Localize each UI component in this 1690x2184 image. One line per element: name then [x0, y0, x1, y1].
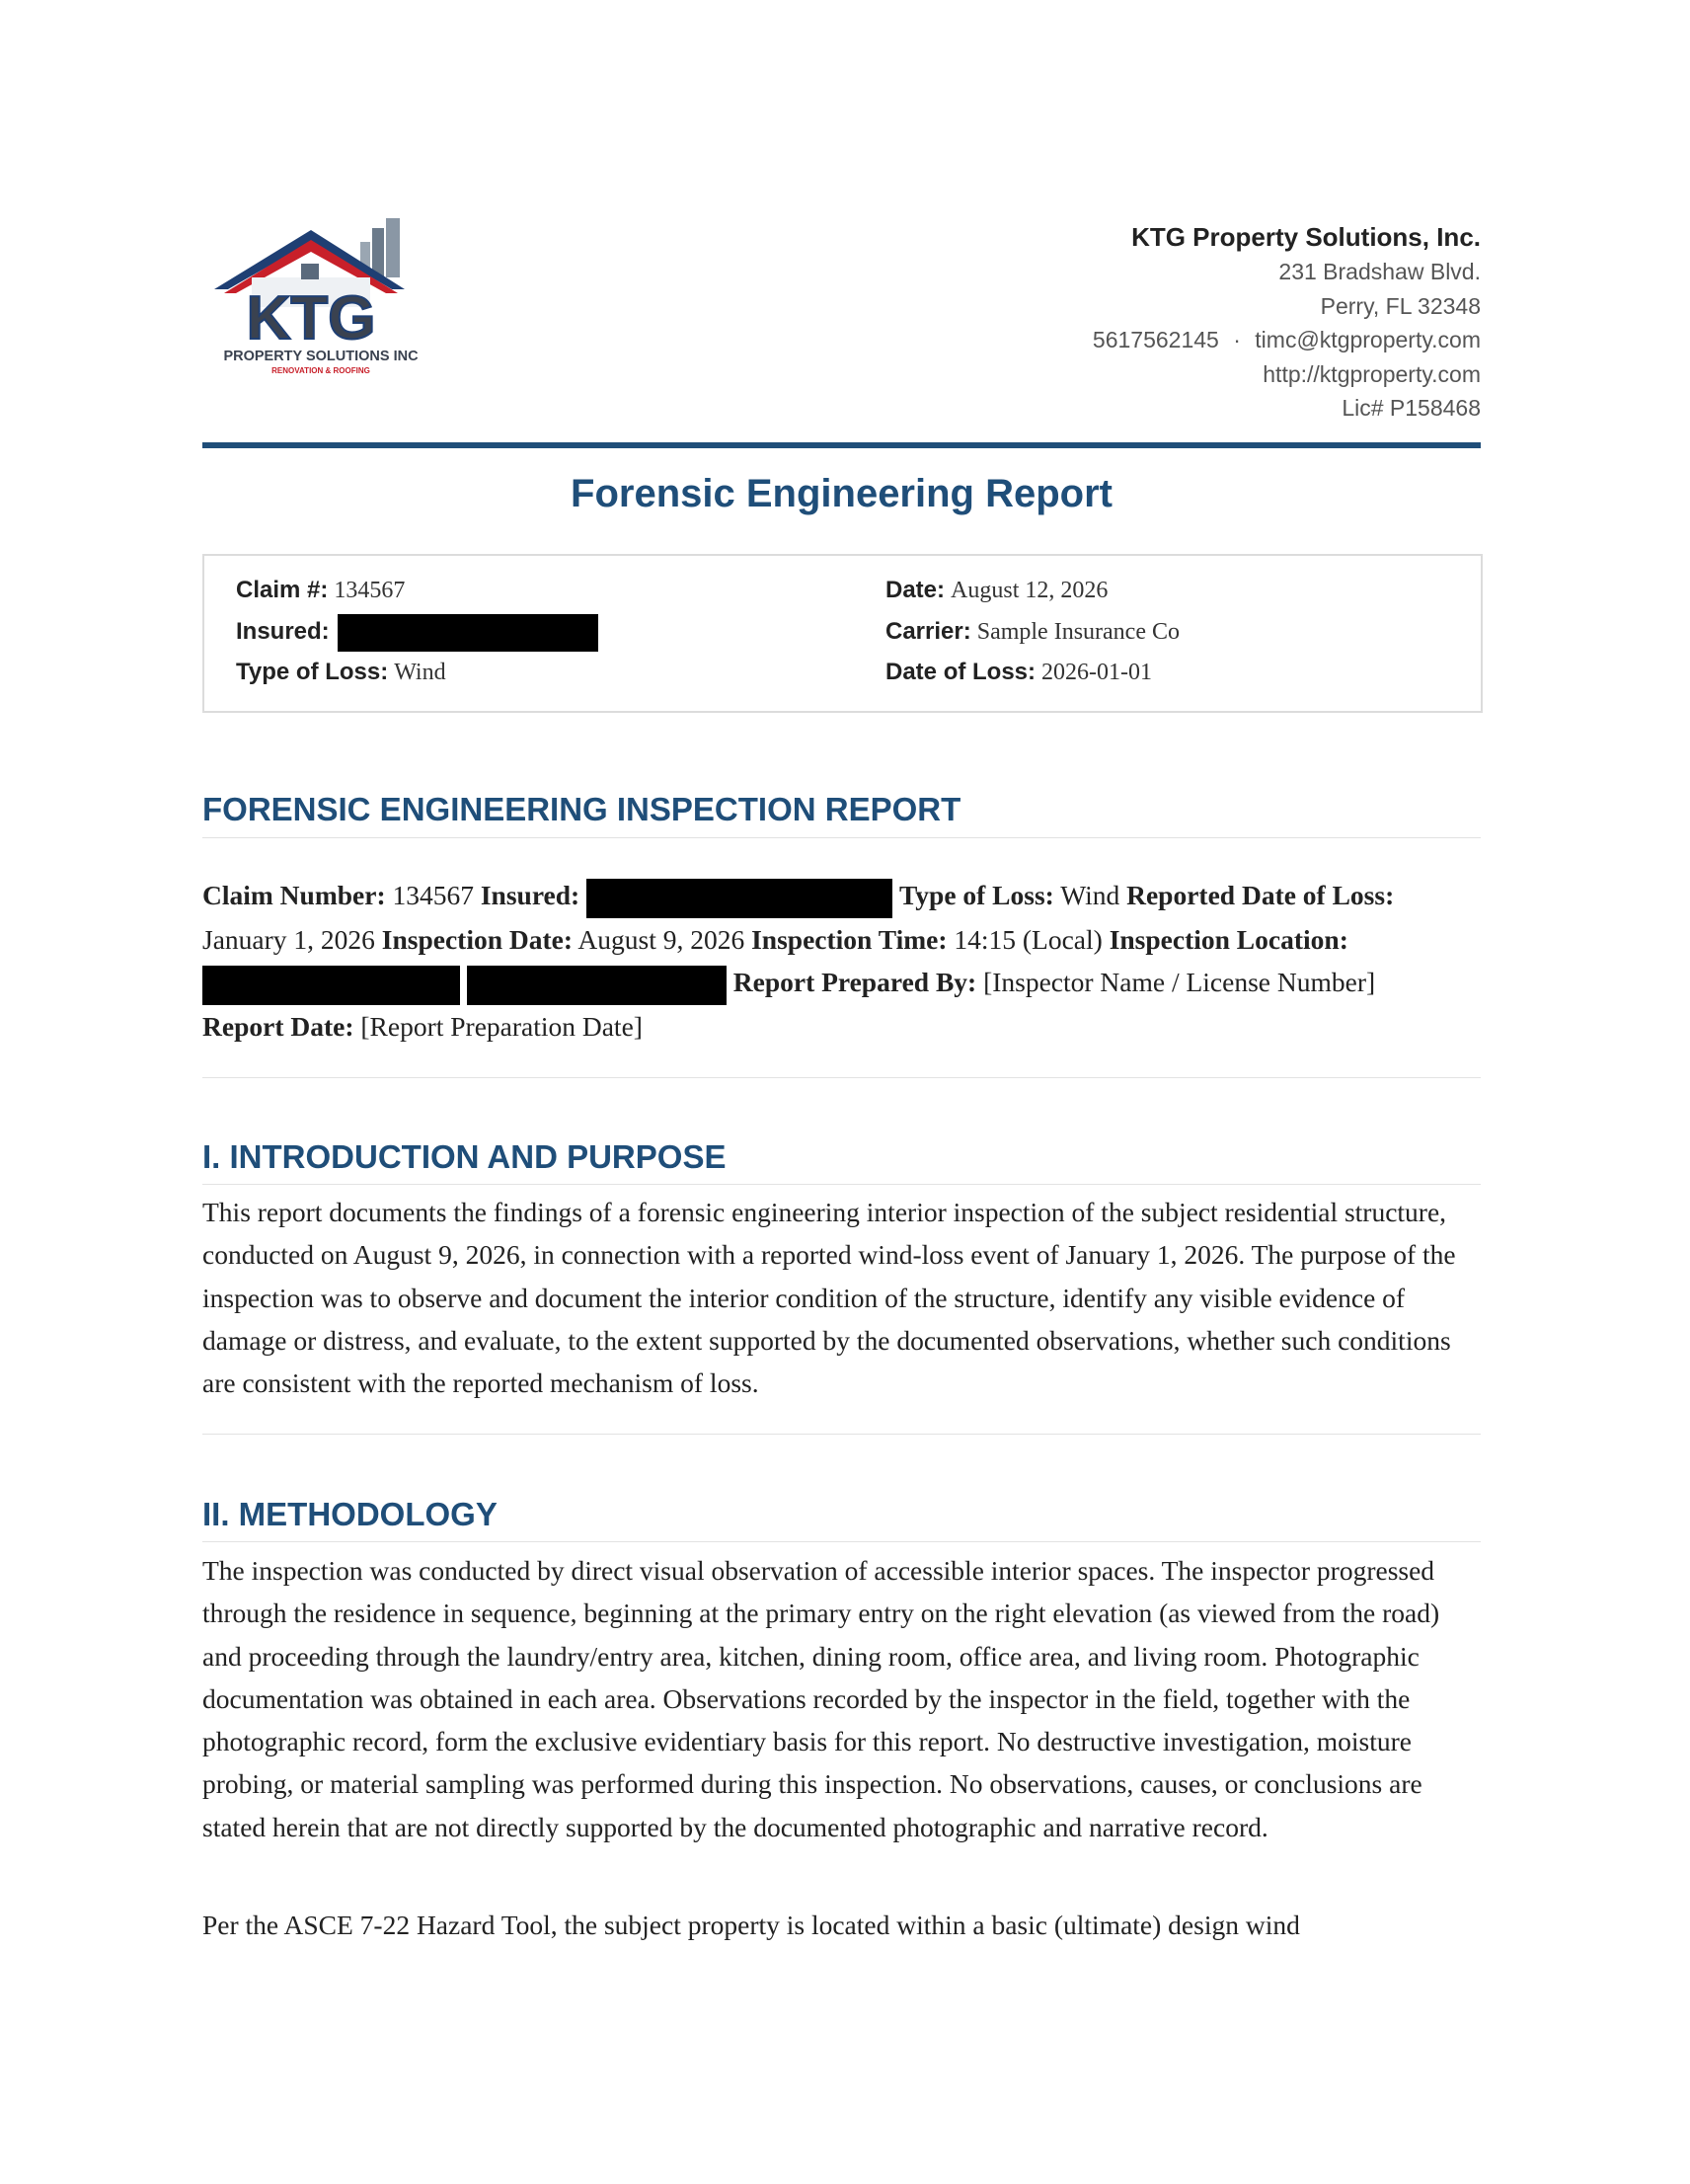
- company-website[interactable]: http://ktgproperty.com: [1263, 360, 1481, 387]
- date-label: Date:: [885, 577, 946, 603]
- heading-underline: [202, 837, 1481, 838]
- type-value: Wind: [394, 660, 446, 685]
- claim-number-row: [236, 570, 598, 611]
- methodology-heading: II. METHODOLOGY: [202, 1496, 498, 1532]
- company-contact: [1093, 323, 1481, 357]
- redaction-box: [586, 879, 892, 918]
- claim-info-box: [202, 554, 1483, 713]
- inspection-time-value: 14:15 (Local): [954, 923, 1103, 955]
- reported-dol-value: January 1, 2026: [202, 923, 375, 955]
- logo-wordmark: KTG: [246, 284, 376, 352]
- prepared-by-value: [Inspector Name / License Number]: [983, 966, 1376, 997]
- company-phone[interactable]: 5617562145: [1092, 327, 1219, 352]
- reported-dol-label: Reported Date of Loss:: [1126, 880, 1395, 910]
- carrier-value: Sample Insurance Co: [976, 618, 1180, 645]
- info-left-column: [236, 570, 598, 693]
- type-of-loss-row: [236, 652, 598, 693]
- header-divider: [202, 442, 1481, 448]
- info-right-column: [885, 570, 1180, 693]
- inspection-date-value: August 9, 2026: [577, 923, 745, 955]
- company-address-line1: 231 Bradshaw Blvd.: [1278, 259, 1481, 284]
- insured-label: Insured:: [236, 617, 330, 645]
- company-email[interactable]: timc@ktgproperty.com: [1255, 327, 1481, 352]
- claim-value: 134567: [334, 578, 406, 603]
- heading-underline: [202, 1541, 1481, 1542]
- redaction-box: [467, 966, 727, 1005]
- ktg-logo-graphic: [202, 212, 439, 375]
- company-logo: [202, 212, 439, 375]
- section-divider: [202, 1077, 1481, 1078]
- claim-number-value: 134567: [392, 880, 474, 910]
- heading-underline: [202, 1184, 1481, 1185]
- dol-label: Date of Loss:: [885, 659, 1037, 685]
- inspection-date-label: Inspection Date:: [381, 923, 574, 955]
- report-date-value: [Report Preparation Date]: [360, 1010, 643, 1042]
- type-of-loss-value: Wind: [1060, 880, 1120, 910]
- redaction-box: [202, 966, 460, 1005]
- inspection-location-label: Inspection Location:: [1109, 923, 1348, 955]
- carrier-row: [885, 611, 1180, 653]
- report-header-paragraph: [202, 874, 1481, 1048]
- type-of-loss-label: Type of Loss:: [898, 880, 1054, 910]
- dol-value: 2026-01-01: [1041, 660, 1152, 685]
- prepared-by-label: Report Prepared By:: [732, 966, 977, 997]
- methodology-paragraph-2: Per the ASCE 7-22 Hazard Tool, the subject property is located within a basic (ultimate) design wind: [202, 1910, 1300, 1940]
- document-title: Forensic Engineering Report: [571, 472, 1113, 515]
- report-date-label: Report Date:: [202, 1010, 354, 1042]
- methodology-paragraph: The inspection was conducted by direct visual observation of accessible interior spaces. The inspector progressed through the residence in sequence, beginning at the primary entry on the right elevation (as viewed from the road) and proceeding through the laundry/entry area, kitchen, dining room, office area, and living room. Photographic documentation was obtained in each area. Observations recorded by the inspector in the field, together with the photographic record, form the exclusive evidentiary basis for this report. No destructive investigation, moisture probing, or material sampling was performed during this inspection. No observations, causes, or conclusions are stated herein that are not directly supported by the documented photographic and narrative record.: [202, 1555, 1440, 1842]
- logo-tagline: PROPERTY SOLUTIONS INC: [223, 349, 419, 364]
- section-divider: [202, 1434, 1481, 1435]
- company-license: Lic# P158468: [1342, 395, 1481, 421]
- date-of-loss-row: [885, 652, 1180, 693]
- logo-subtagline: RENOVATION & ROOFING: [271, 366, 370, 375]
- company-name: KTG Property Solutions, Inc.: [1131, 222, 1481, 252]
- date-value: August 12, 2026: [951, 578, 1109, 603]
- company-info: [1093, 219, 1481, 426]
- type-label: Type of Loss:: [236, 659, 389, 685]
- insured-label-2: Insured:: [480, 880, 580, 910]
- claim-label: Claim #:: [236, 577, 329, 603]
- claim-number-label: Claim Number:: [202, 880, 386, 910]
- contact-separator: ·: [1233, 327, 1241, 352]
- inspection-time-label: Inspection Time:: [751, 923, 948, 955]
- carrier-label: Carrier:: [885, 617, 971, 645]
- company-address-line2: Perry, FL 32348: [1320, 292, 1481, 319]
- intro-heading: I. INTRODUCTION AND PURPOSE: [202, 1138, 727, 1175]
- intro-paragraph: This report documents the findings of a forensic engineering interior inspection of the subject residential structure, conducted on August 9, 2026, in connection with a reported wind-loss event of January 1, 2026. The purpose of the inspection was to observe and document the interior condition of the structure, identify any visible evidence of damage or distress, and evaluate, to the extent supported by the documented observations, whether such conditions are consistent with the reported mechanism of loss.: [202, 1197, 1456, 1399]
- inspection-report-heading: FORENSIC ENGINEERING INSPECTION REPORT: [202, 791, 961, 827]
- redaction-box: [338, 614, 598, 652]
- insured-row: [236, 611, 598, 653]
- date-row: [885, 570, 1180, 611]
